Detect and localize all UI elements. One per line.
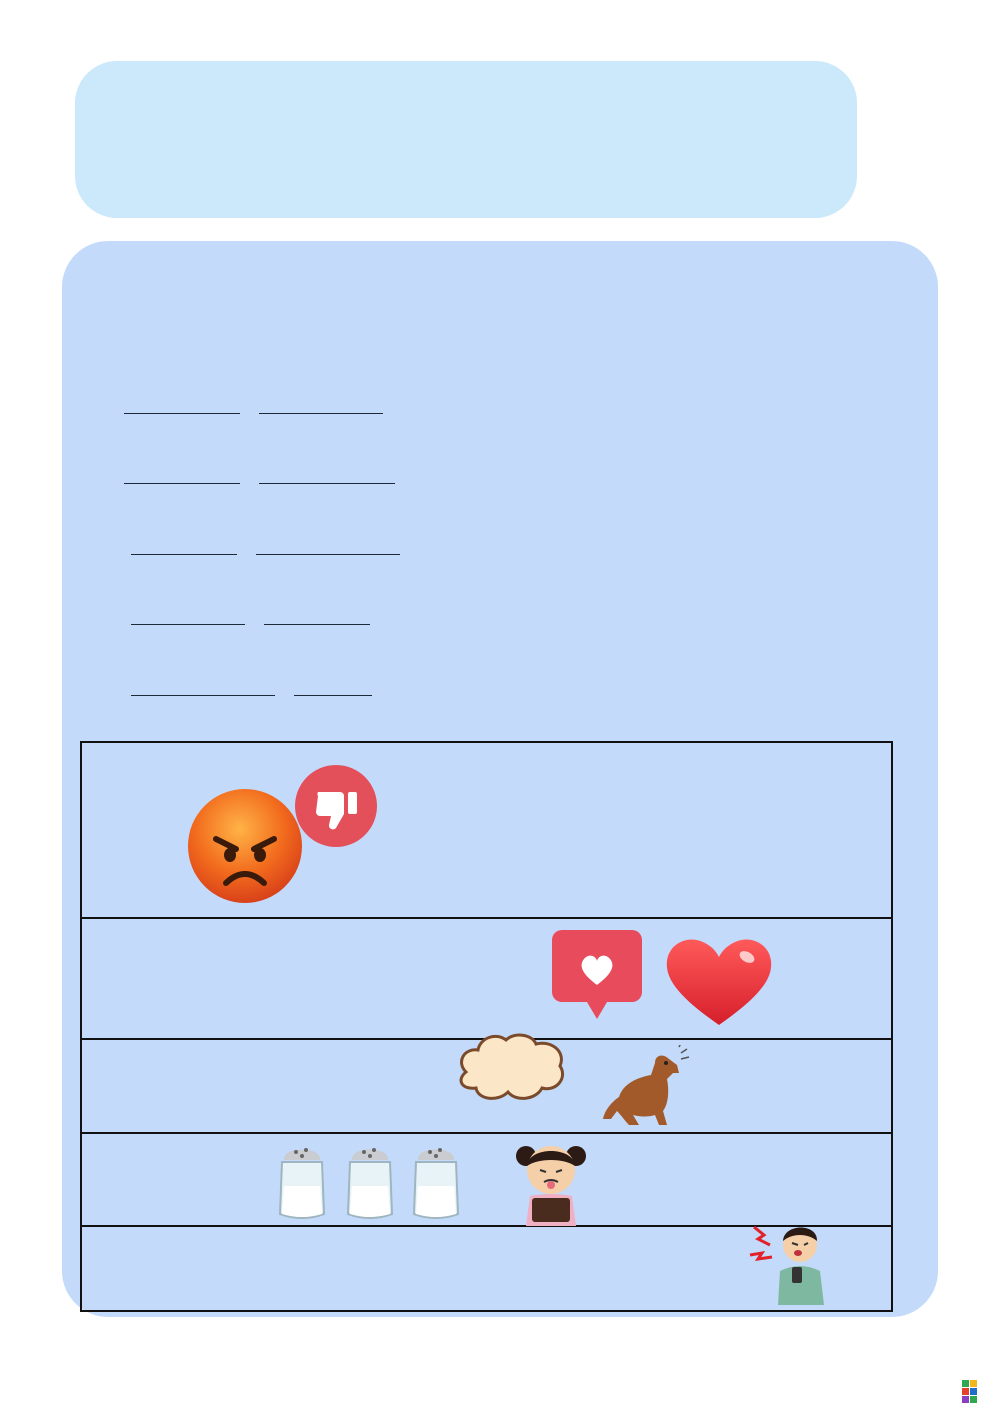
vocab-cell-salty <box>81 1133 892 1226</box>
question-b <box>118 464 401 490</box>
table-row <box>81 1226 892 1311</box>
heart-icon <box>663 935 775 1029</box>
vocab-cell-hate <box>81 742 892 918</box>
gap-input-1[interactable] <box>124 395 240 414</box>
gap-input-1[interactable] <box>131 677 275 696</box>
question-a <box>118 394 389 420</box>
table-row <box>81 742 892 918</box>
woof-bubble-icon <box>456 1032 568 1106</box>
title-banner <box>75 61 857 218</box>
vocab-cell-love <box>81 918 892 1039</box>
vocab-cell-complain <box>81 1226 892 1311</box>
gap-input-2[interactable] <box>264 606 370 625</box>
liveworksheets-logo <box>962 1380 986 1408</box>
salt-shaker-icon <box>276 1136 328 1222</box>
gap-input-1[interactable] <box>124 465 240 484</box>
question-c <box>125 535 406 561</box>
angry-face-icon <box>186 787 304 905</box>
girl-salty-face-icon <box>514 1136 588 1226</box>
table-row <box>81 1133 892 1226</box>
gap-input-1[interactable] <box>131 536 237 555</box>
salt-shaker-icon <box>344 1136 396 1222</box>
gap-input-2[interactable] <box>259 465 395 484</box>
like-bubble-icon <box>551 929 643 1021</box>
table-row <box>81 1039 892 1133</box>
question-e <box>125 676 378 702</box>
vocab-cell-bark <box>81 1039 892 1133</box>
vocabulary-table <box>80 741 893 1312</box>
barking-dog-icon <box>599 1045 691 1129</box>
table-row <box>81 918 892 1039</box>
complaining-man-icon <box>748 1219 830 1305</box>
gap-input-1[interactable] <box>131 606 245 625</box>
gap-input-2[interactable] <box>259 395 383 414</box>
liveworksheets-logo-icon <box>962 1380 986 1408</box>
question-d <box>125 605 376 631</box>
salt-shaker-icon <box>410 1136 462 1222</box>
gap-input-2[interactable] <box>256 536 400 555</box>
thumbs-down-icon <box>294 764 378 848</box>
gap-input-2[interactable] <box>294 677 372 696</box>
